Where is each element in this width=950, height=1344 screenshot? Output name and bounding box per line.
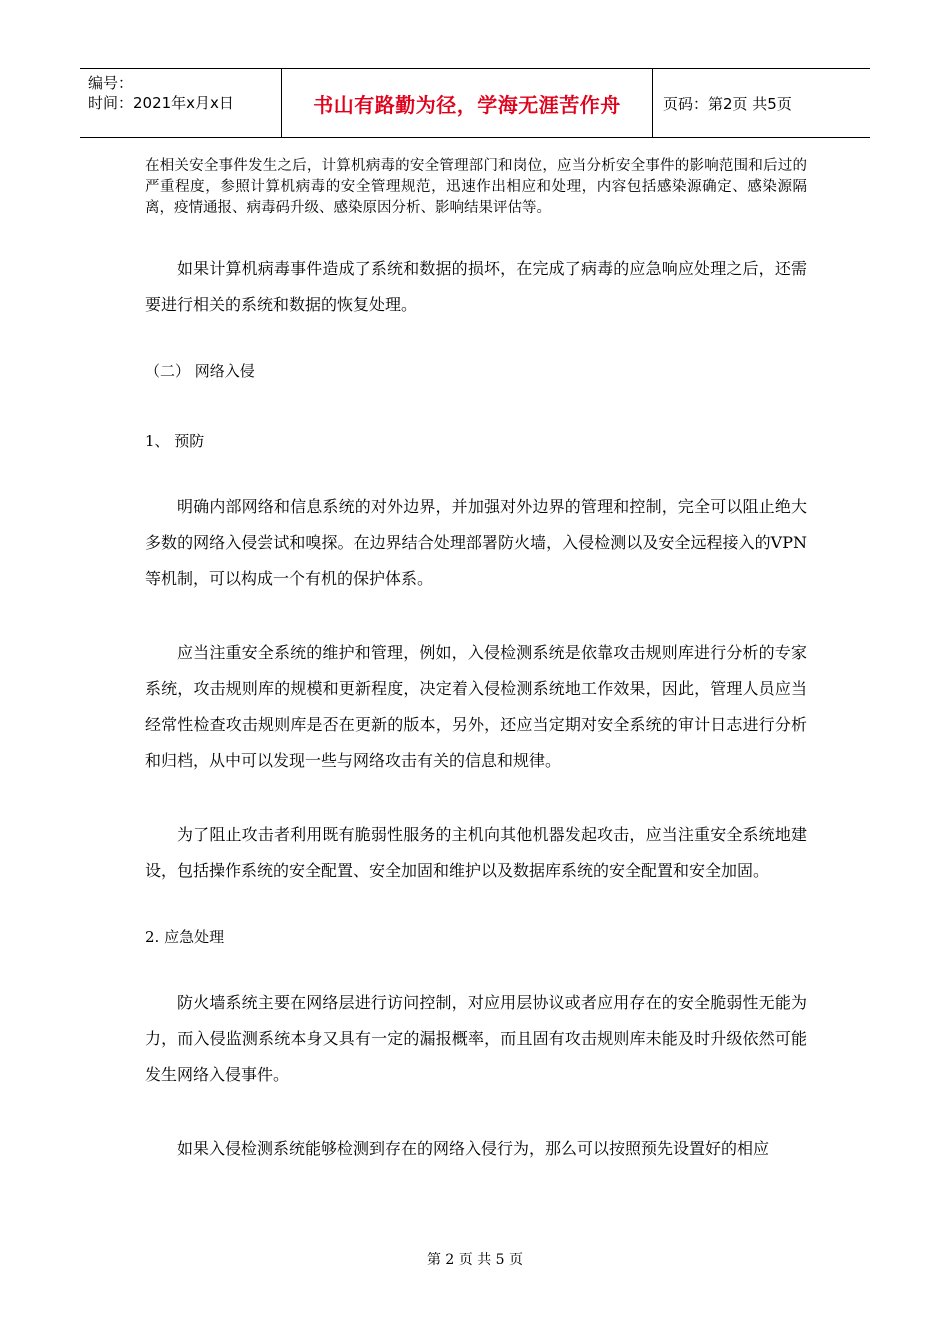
section-heading-network-intrusion: （二） 网络入侵 (145, 362, 255, 380)
paragraph-intrusion-detection: 如果入侵检测系统能够检测到存在的网络入侵行为，那么可以按照预先设置好的相应 (177, 1139, 770, 1158)
header-page-number: 页码：第2页 共5页 (663, 94, 792, 113)
page-footer: 第 2 页 共 5 页 (426, 1252, 524, 1268)
paragraph-firewall-limits: 防火墙系统主要在网络层进行访问控制，对应用层协议或者应用存在的安全脆弱性无能为力，而入侵监测系统本身又具有一定的漏报概率，而且固有攻击规则库未能及时升级依然可能发生网络入侵事件。 (145, 993, 807, 1084)
header-motto: 书山有路勤为径，学海无涯苦作舟 (282, 69, 653, 137)
subsection-heading-emergency-response: 2. 应急处理 (145, 928, 225, 946)
paragraph-security-maintenance: 应当注重安全系统的维护和管理，例如，入侵检测系统是依靠攻击规则库进行分析的专家系统，攻击规则库的规模和更新程度，决定着入侵检测系统地工作效果，因此，管理人员应当经常性检查攻击规则库是否在更新的版本，另外，还应当定期对安全系统的审计日志进行分析和归档，从中可以发现一些与网络攻击有关的信息和规律。 (145, 643, 807, 770)
document-number-label: 编号： (88, 74, 134, 92)
paragraph-system-hardening: 为了阻止攻击者利用既有脆弱性服务的主机向其他机器发起攻击，应当注重安全系统地建设，包括操作系统的安全配置、安全加固和维护以及数据库系统的安全配置和安全加固。 (145, 825, 807, 880)
page-header (80, 68, 870, 138)
header-meta (80, 69, 282, 137)
document-time-label: 时间：2021年x月x日 (88, 94, 234, 112)
subsection-heading-prevention: 1、 预防 (145, 432, 205, 450)
paragraph-virus-recovery: 如果计算机病毒事件造成了系统和数据的损坏，在完成了病毒的应急响应处理之后，还需要进行相关的系统和数据的恢复处理。 (145, 259, 807, 314)
document-body (145, 150, 807, 1167)
paragraph-boundary-control: 明确内部网络和信息系统的对外边界，并加强对外边界的管理和控制，完全可以阻止绝大多数的网络入侵尝试和嗅探。在边界结合处理部署防火墙，入侵检测以及安全远程接入的VPN等机制，可以构成一个有机的保护体系。 (145, 497, 807, 588)
paragraph-virus-response: 在相关安全事件发生之后，计算机病毒的安全管理部门和岗位，应当分析安全事件的影响范围和后过的严重程度，参照计算机病毒的安全管理规范，迅速作出相应和处理，内容包括感染源确定、感染源隔离，疫情通报、病毒码升级、感染原因分析、影响结果评估等。 (145, 158, 807, 216)
